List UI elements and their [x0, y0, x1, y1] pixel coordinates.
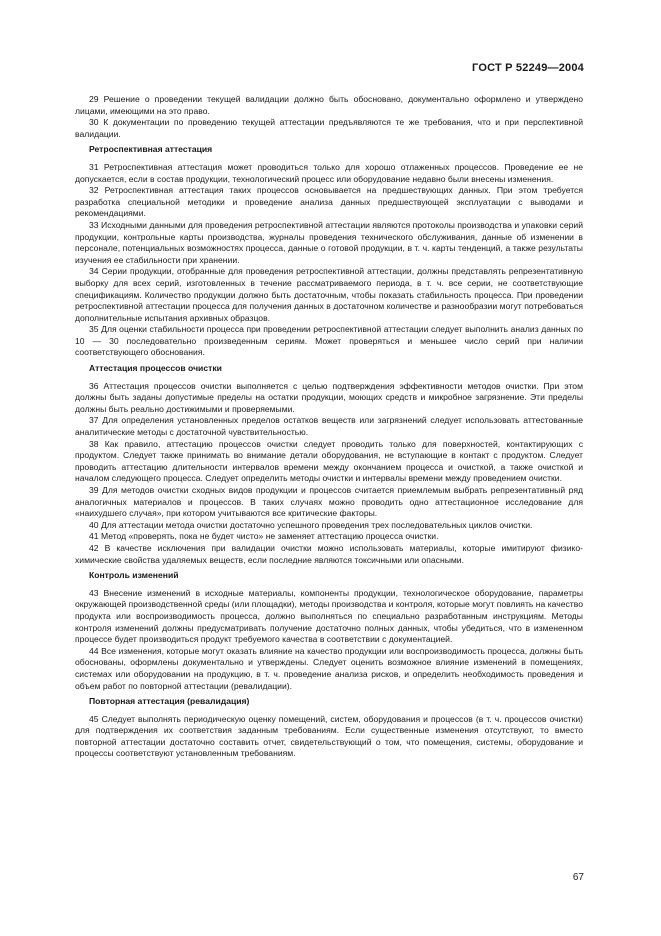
paragraph: 38 Как правило, аттестацию процессов очистки следует проводить только для поверхностей, контактирующих с продуктом. Следует также принимать во внимание детали оборудования, не вступающие в контакт с продуктом. Следует проводить аттестацию длительности интервалов времени между окончанием процесса и очисткой, а также очисткой и началом следующего процесса. Следует определить методы очистки и интервалы времени между проведением очистки. [75, 438, 583, 484]
paragraph: 36 Аттестация процессов очистки выполняется с целью подтверждения эффективности методов очистки. При этом должны быть заданы допустимые пределы на остатки продукции, моющих средств и микробное загрязнение. Эти пределы должны быть реально достижимыми и проверяемыми. [75, 380, 583, 414]
paragraph: 33 Исходными данными для проведения ретроспективной аттестации являются протоколы производства и упаковки серий продукции, контрольные карты производства, журналы проведения технического обслуживания, данные об изменении в персонале, потенциальных возможностях процесса, данные о готовой продукции, в т. ч. карты тенденций, а также результаты изучения ее стабильности при хранении. [75, 219, 583, 265]
document-body [75, 94, 583, 760]
page-number: 67 [572, 872, 584, 883]
paragraph: 37 Для определения установленных пределов остатков веществ или загрязнений следует использовать аттестованные аналитические методы с достаточной чувствительностью. [75, 415, 583, 438]
paragraph: 30 К документации по проведению текущей аттестации предъявляются те же требования, что и при перспективной валидации. [75, 117, 583, 139]
section-heading: Контроль изменений [89, 570, 179, 581]
paragraph: 40 Для аттестации метода очистки достаточно успешного проведения трех последовательных циклов очистки. [89, 519, 533, 530]
paragraph: 39 Для методов очистки сходных видов продукции и процессов считается приемлемым выбрать репрезентативный ряд аналогичных материалов и процессов. В таких случаях можно проводить одно аттестационное исследование для «наихудшего случая», при котором учитываются все критические факторы. [75, 485, 583, 519]
document-code: ГОСТ Р 52249—2004 [472, 62, 584, 74]
section-heading: Ретроспективная аттестация [89, 144, 213, 155]
section-heading: Повторная аттестация (ревалидация) [89, 696, 250, 707]
paragraph: 31 Ретроспективная аттестация может проводиться только для хорошо отлаженных процессов. Проведение ее не допускается, если в состав продукции, технологический процесс или оборудование недавно были внесены изменения. [75, 161, 583, 184]
paragraph: 45 Следует выполнять периодическую оценку помещений, систем, оборудования и процессов (в т. ч. процессов очистки) для подтверждения их соответствия заданным требованиям. Если существенные изменения отсутствуют, то вместо повторной аттестации достаточно составить отчет, свидетельствующий о том, что помещения, системы, оборудование и процессы соответствуют установленным требованиям. [75, 713, 583, 759]
paragraph: 42 В качестве исключения при валидации очистки можно использовать материалы, которые имитируют физико-химические свойства удаляемых веществ, если последние являются токсичными или опасными. [75, 542, 583, 565]
section-heading: Аттестация процессов очистки [89, 363, 222, 374]
paragraph: 34 Серии продукции, отобранные для проведения ретроспективной аттестации, должны представлять репрезентативную выборку для всех серий, изготовленных в течение рассматриваемого периода, в т. ч. все серии, не соответствующие спецификациям. Количество продукции должно быть достаточным, чтобы показать стабильность процесса. При проведении ретроспективной аттестации процесса для получения данных в достаточном количестве и разнообразии могут потребоваться дополнительные испытания архивных образцов. [75, 266, 583, 323]
paragraph: 43 Внесение изменений в исходные материалы, компоненты продукции, технологическое оборудование, параметры окружающей производственной среды (или площадки), методы производства и контроля, которые могут повлиять на качество продукта или воспроизводимость процесса, должно выполняться по специально разработанным инструкциям. Методы контроля изменений должны предусматривать получение достаточно полных данных, чтобы убедиться, что в измененном процессе будет производиться продукт требуемого качества в соответствии с документацией. [75, 587, 583, 645]
paragraph: 29 Решение о проведении текущей валидации должно быть обосновано, документально оформлено и утверждено лицами, имеющими на это право. [75, 94, 583, 116]
paragraph: 32 Ретроспективная аттестация таких процессов основывается на предшествующих данных. При этом требуется разработка специальной методики и проведение анализа данных предшествующей эксплуатации с выводами и рекомендациями. [75, 185, 583, 219]
paragraph: 41 Метод «проверять, пока не будет чисто» не заменяет аттестацию процесса очистки. [89, 531, 439, 542]
paragraph: 44 Все изменения, которые могут оказать влияние на качество продукции или воспроизводимость процесса, должны быть обоснованы, оформлены документально и утверждены. Следует оценить возможное влияние изменений в помещениях, системах или оборудовании на продукцию, в т. ч. проведение анализа рисков, и определить необходимость проведения и объем работ по повторной аттестации (ревалидации). [75, 645, 583, 691]
paragraph: 35 Для оценки стабильности процесса при проведении ретроспективной аттестации следует выполнить анализ данных по 10 — 30 последовательно произведенным сериям. Может проверяться и меньшее число серий при наличии соответствующего обоснования. [75, 324, 583, 358]
